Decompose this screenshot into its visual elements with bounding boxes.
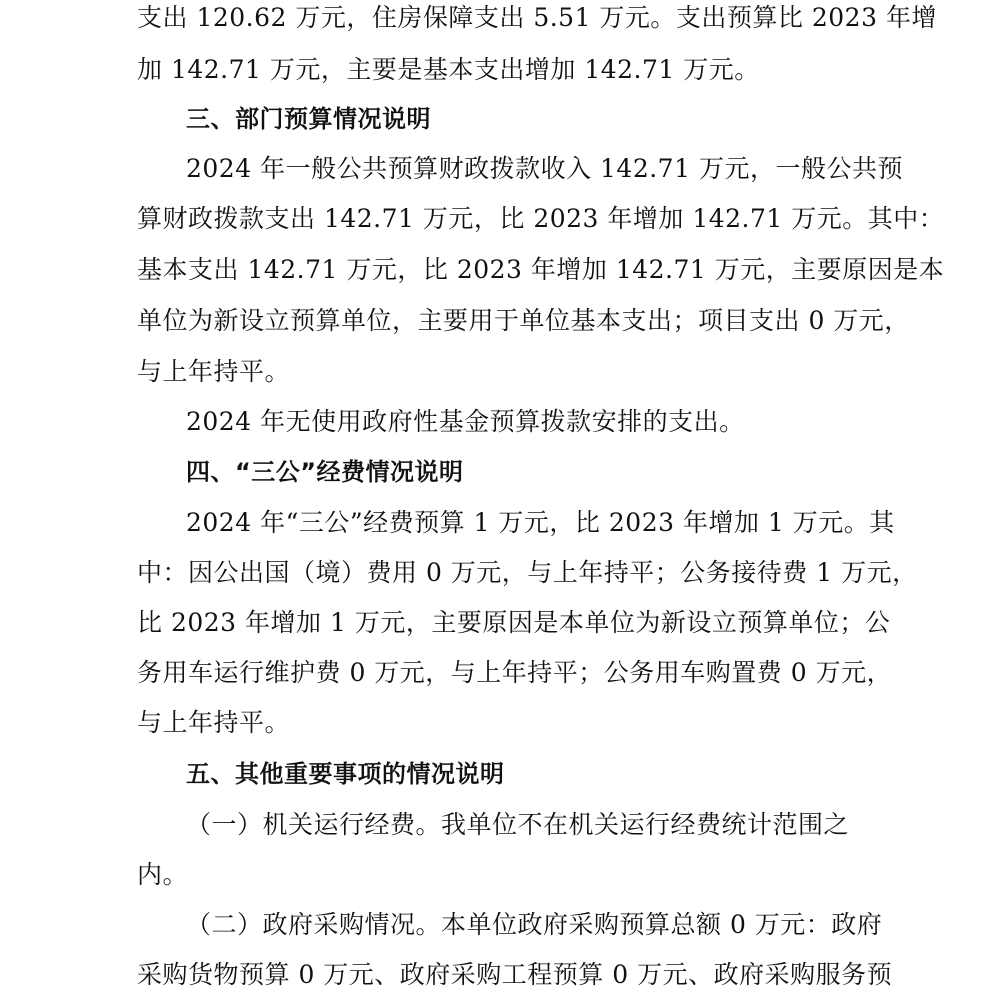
paragraph-line: 支出 120.62 万元，住房保障支出 5.51 万元。支出预算比 2023 年增 (137, 3, 937, 32)
paragraph-line: 内。 (137, 860, 189, 889)
paragraph-line: （二）政府采购情况。本单位政府采购预算总额 0 万元：政府 (186, 910, 883, 939)
paragraph-line: 2024 年无使用政府性基金预算拨款安排的支出。 (186, 407, 745, 436)
paragraph-line: （一）机关运行经费。我单位不在机关运行经费统计范围之 (186, 810, 850, 839)
paragraph-line: 加 142.71 万元，主要是基本支出增加 142.71 万元。 (137, 55, 760, 84)
paragraph-line: 务用车运行维护费 0 万元，与上年持平；公务用车购置费 0 万元， (137, 658, 893, 687)
paragraph-line: 基本支出 142.71 万元，比 2023 年增加 142.71 万元，主要原因是本 (137, 255, 945, 284)
paragraph-line: 2024 年一般公共预算财政拨款收入 142.71 万元，一般公共预 (186, 154, 903, 183)
section-heading-4: 四、“三公”经费情况说明 (186, 458, 464, 486)
paragraph-line: 比 2023 年增加 1 万元，主要原因是本单位为新设立预算单位；公 (137, 608, 891, 637)
paragraph-line: 单位为新设立预算单位，主要用于单位基本支出；项目支出 0 万元， (137, 306, 910, 335)
section-heading-5: 五、其他重要事项的情况说明 (186, 760, 505, 788)
paragraph-line: 2024 年“三公”经费预算 1 万元，比 2023 年增加 1 万元。其 (186, 508, 895, 537)
paragraph-line: 算财政拨款支出 142.71 万元，比 2023 年增加 142.71 万元。其中： (137, 204, 945, 233)
paragraph-line: 中：因公出国（境）费用 0 万元，与上年持平；公务接待费 1 万元， (137, 558, 918, 587)
section-heading-3: 三、部门预算情况说明 (186, 105, 431, 133)
paragraph-line: 与上年持平。 (137, 708, 291, 737)
paragraph-line: 采购货物预算 0 万元、政府采购工程预算 0 万元、政府采购服务预 (137, 960, 893, 989)
paragraph-line: 与上年持平。 (137, 357, 291, 386)
